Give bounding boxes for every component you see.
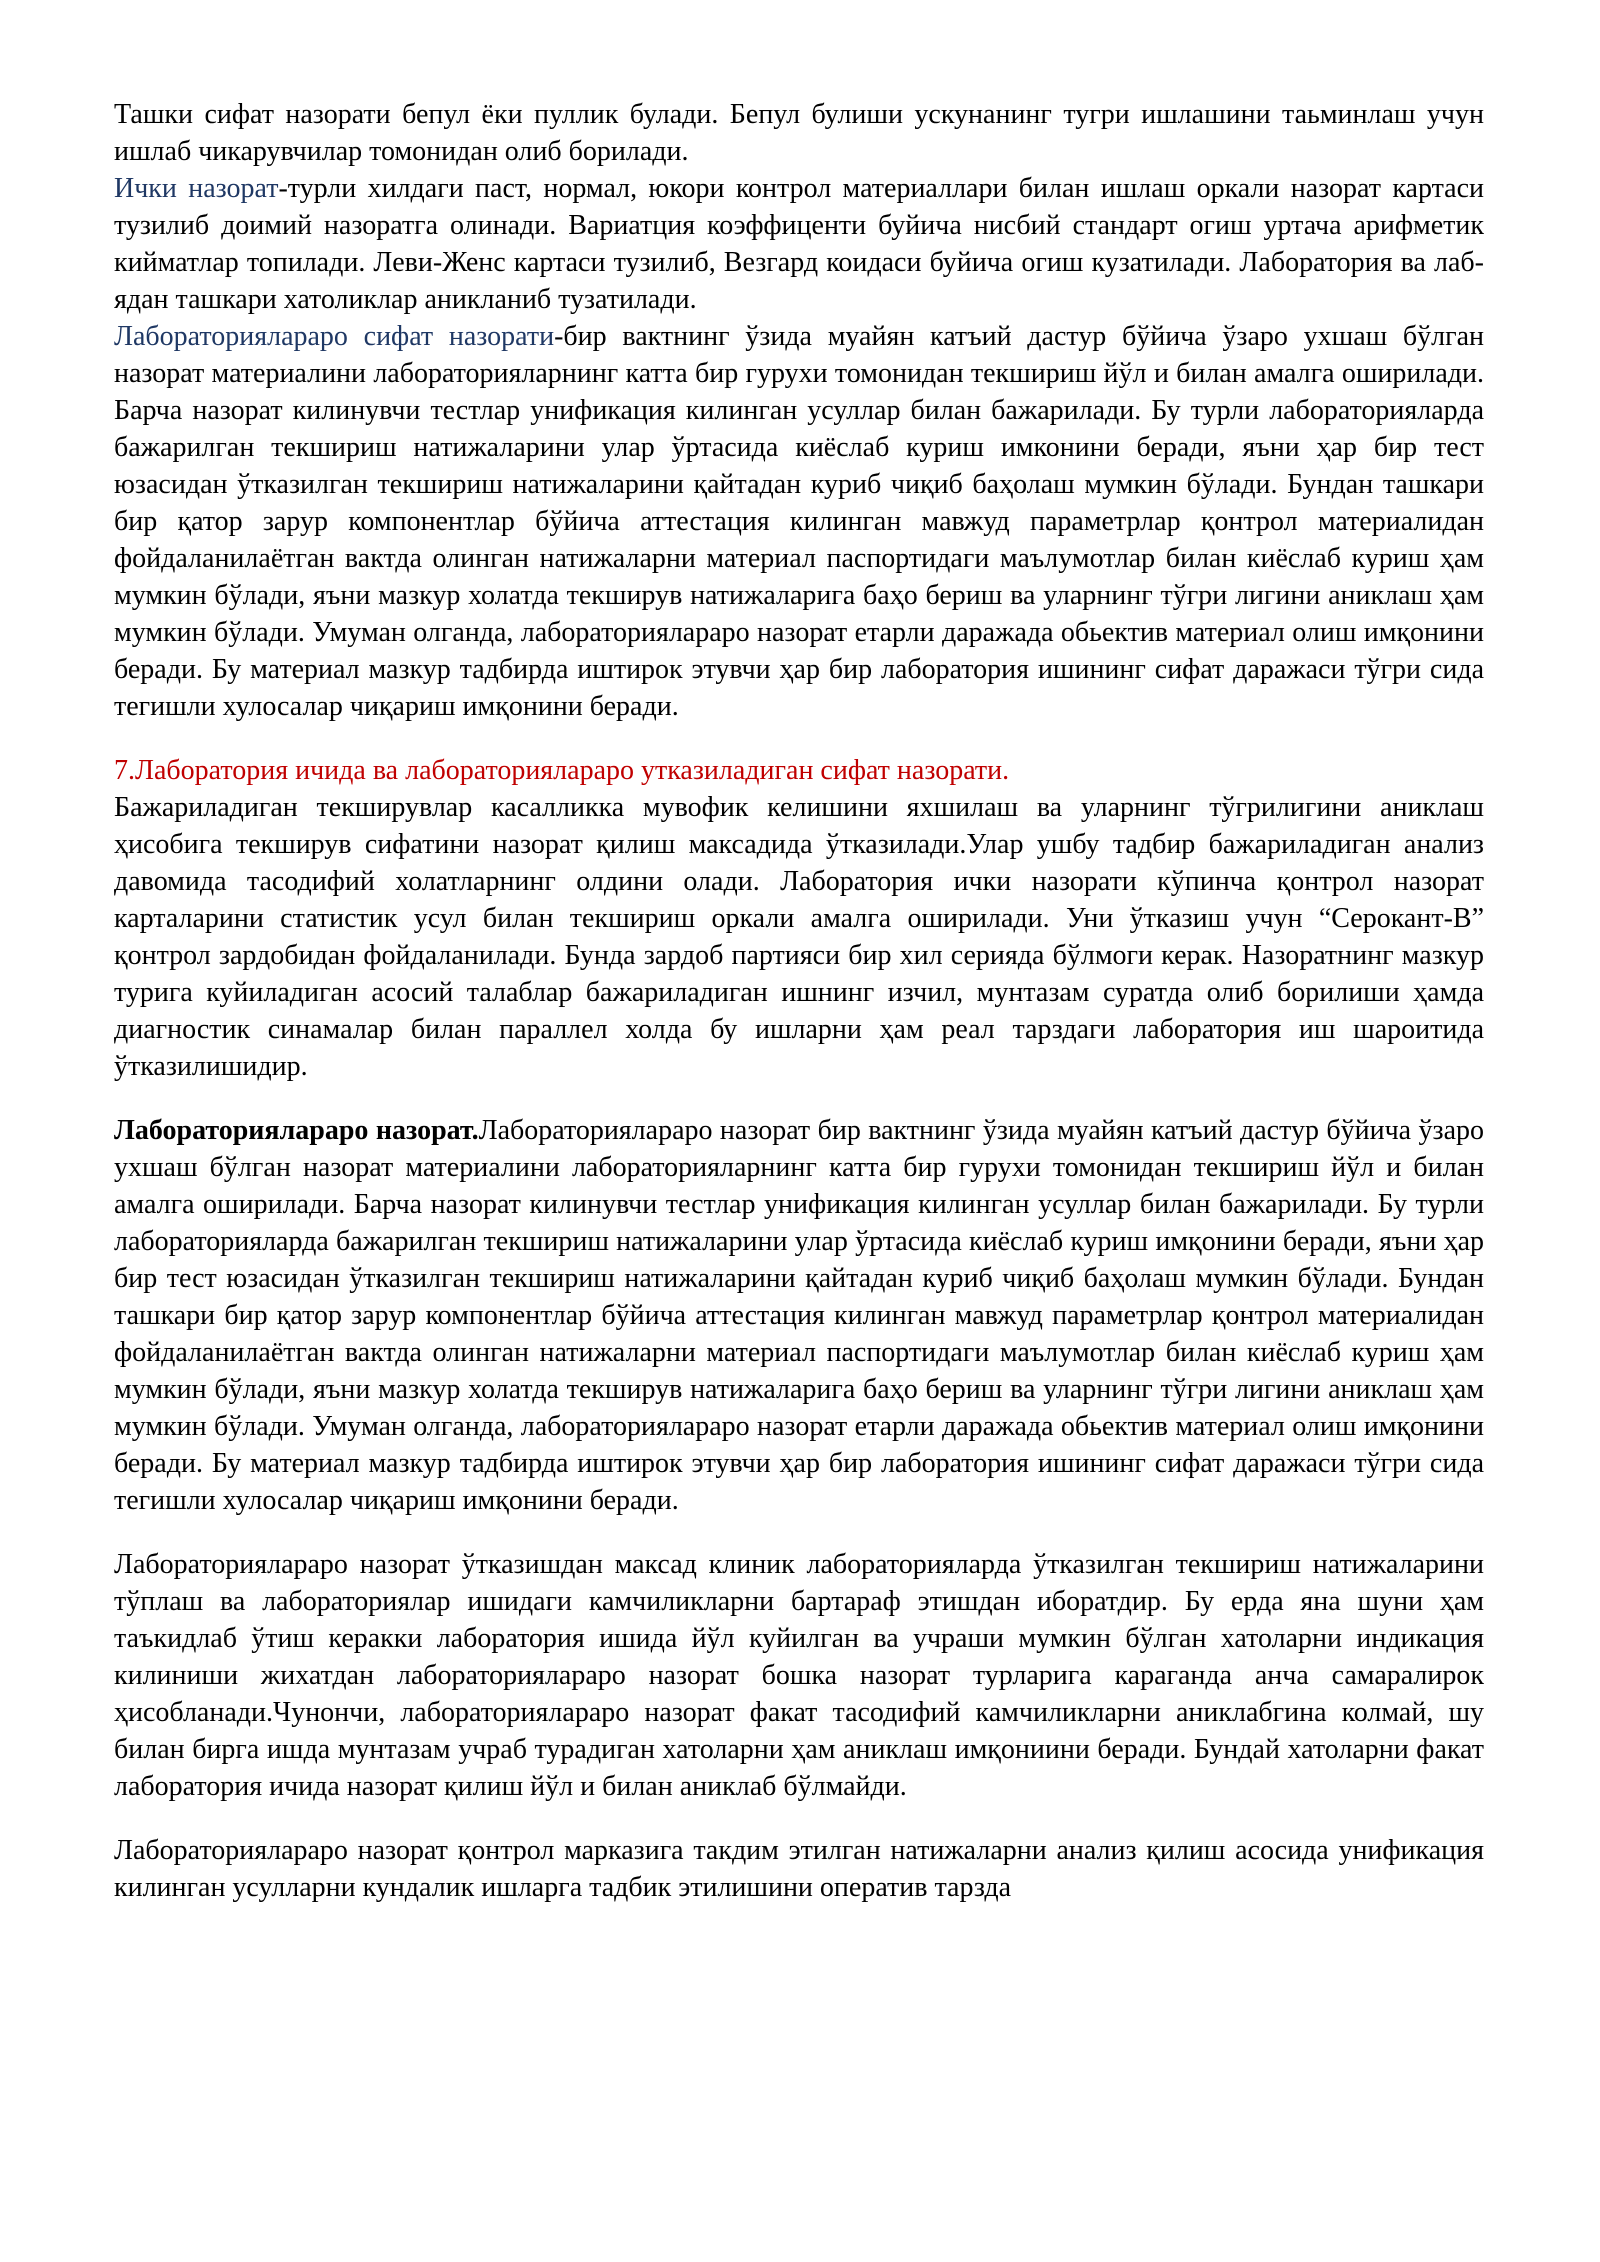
paragraph-external-control — [114, 96, 1484, 170]
paragraph-text: Ташки сифат назорати бепул ёки пуллик булади. Бепул булиши ускунанинг тугри ишлашини таьминлаш учун ишлаб чикарувчилар томонидан олиб борилади. — [114, 99, 1484, 167]
paragraph-text: -бир вактнинг ўзида муайян катъий дастур бўйича ўзаро ухшаш бўлган назорат материалини лабораторияларнинг катта бир гурухи томонидан текшириш йўл и билан амалга оширилади. Барча назорат килинувчи тестлар унификация килинган усуллар билан бажарилади. Бу турли лабораторияларда бажарилган текшириш натижаларини улар ўртасида киёслаб куриш имконини беради, яъни ҳар бир тест юзасидан ўтказилган текшириш натижаларини қайтадан куриб чиқиб баҳолаш мумкин бўлади. Бундан ташкари бир қатор зарур компонентлар бўйича аттестация килинган мавжуд параметрлар қонтрол материалидан фойдаланилаётган вактда олинган натижаларни материал паспортидаги маълумотлар билан киёслаб куриш ҳам мумкин бўлади, яъни мазкур холатда текширув натижаларига баҳо бериш ва уларнинг тўгри лигини аниклаш ҳам мумкин бўлади. Умуман олганда, лабораториялараро назорат етарли даражада обьектив материал олиш имқонини беради. Бу материал мазкур тадбирда иштирок этувчи ҳар бир лаборатория ишининг сифат даражаси тўгри сида тегишли хулосалар чиқариш имқонини беради. — [114, 321, 1485, 722]
paragraph-interlab-quality-control — [114, 318, 1484, 725]
paragraph-interlab-control — [114, 1112, 1484, 1519]
paragraph-control-center — [114, 1832, 1484, 1906]
bold-term-interlab-control: Лабораториялараро назорат. — [114, 1115, 479, 1146]
paragraph-internal-lab-control — [114, 789, 1484, 1085]
paragraph-internal-control — [114, 170, 1484, 318]
term-internal-control: Ички назорат — [114, 173, 279, 204]
paragraph-text: -турли хилдаги паст, нормал, юкори контрол материаллари билан ишлаш оркали назорат картаси тузилиб доимий назоратга олинади. Вариатция коэффиценти буйича нисбий стандарт огиш уртача арифметик кийматлар топилади. Леви-Женс картаси тузилиб, Везгард коидаси буйича огиш кузатилади. Лаборатория ва лаб-ядан ташкари хатоликлар аникланиб тузатилади. — [114, 173, 1484, 315]
paragraph-text: Лабораториялараро назорат қонтрол марказига такдим этилган натижаларни анализ қилиш асосида унификация килинган усулларни кундалик ишларга тадбик этилишини оператив тарзда — [114, 1835, 1484, 1903]
section-heading-7: 7.Лаборатория ичида ва лабораториялараро утказиладиган сифат назорати. — [114, 755, 1010, 786]
term-interlab-quality-control: Лабораториялараро сифат назорати — [114, 321, 555, 352]
paragraph-text: Лабораториялараро назорат ўтказишдан максад клиник лабораторияларда ўтказилган текшириш натижаларини тўплаш ва лабораториялар ишидаги камчиликларни бартараф этишдан иборатдир. Бу ерда яна шуни ҳам таъкидлаб ўтиш керакки лаборатория ишида йўл куйилган ва учраши мумкин бўлган хатоларни индикация килиниши жихатдан лабораториялараро назорат бошка назорат турларига караганда анча самаралирок ҳисобланади.Чунончи, лабораториялараро назорат факат тасодифий камчиликларни аниклабгина колмай, шу билан бирга ишда мунтазам учраб турадиган хатоларни ҳам аниклаш имқониини беради. Бундай хатоларни факат лаборатория ичида назорат қилиш йўл и билан аниклаб бўлмайди. — [114, 1549, 1484, 1802]
paragraph-text: Бажариладиган текширувлар касалликка мувофик келишини яхшилаш ва уларнинг тўгрилигини аниклаш ҳисобига текширув сифатини назорат қилиш максадида ўтказилади.Улар ушбу тадбир бажариладиган анализ давомида тасодифий холатларнинг олдини олади. Лаборатория ички назорати кўпинча қонтрол назорат карталарини статистик усул билан текшириш оркали амалга оширилади. Уни ўтказиш учун “Серокант-В” қонтрол зардобидан фойдаланилади. Бунда зардоб партияси бир хил серияда бўлмоги керак. Назоратнинг мазкур турига куйиладиган асосий талаблар бажариладиган ишнинг изчил, мунтазам суратда олиб борилиши ҳамда диагностик синамалар билан параллел холда бу ишларни ҳам реал тарздаги лаборатория иш шароитида ўтказилишидир. — [114, 792, 1484, 1082]
document-page — [114, 96, 1484, 1906]
paragraph-interlab-purpose — [114, 1546, 1484, 1805]
paragraph-text: Лабораториялараро назорат бир вактнинг ўзида муайян катъий дастур бўйича ўзаро ухшаш бўлган назорат материалини лабораторияларнинг катта бир гурухи томонидан текшириш йўл и билан амалга оширилади. Барча назорат килинувчи тестлар унификация килинган усуллар билан бажарилади. Бу турли лабораторияларда бажарилган текшириш натижаларини улар ўртасида киёслаб куриш имқонини беради, яъни ҳар бир тест юзасидан ўтказилган текшириш натижаларини қайтадан куриб чиқиб баҳолаш мумкин бўлади. Бундан ташкари бир қатор зарур компонентлар бўйича аттестация килинган мавжуд параметрлар қонтрол материалидан фойдаланилаётган вактда олинган натижаларни материал паспортидаги маълумотлар билан киёслаб куриш ҳам мумкин бўлади, яъни мазкур холатда текширув натижаларига баҳо бериш ва уларнинг тўгри лигини аниклаш ҳам мумкин бўлади. Умуман олганда, лабораториялараро назорат етарли даражада обьектив материал олиш имқонини беради. Бу материал мазкур тадбирда иштирок этувчи ҳар бир лаборатория ишининг сифат даражаси тўгри сида тегишли хулосалар чиқариш имқонини беради. — [114, 1115, 1485, 1516]
